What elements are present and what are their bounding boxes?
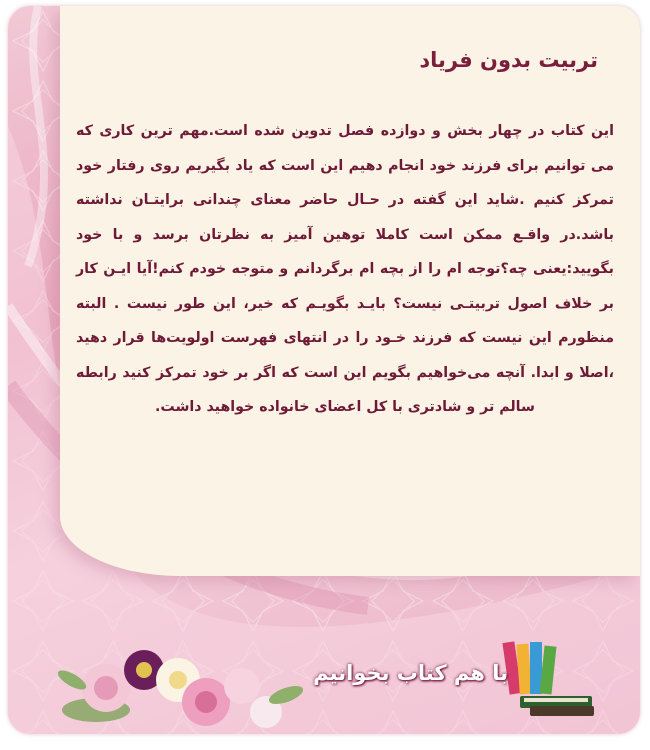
footer-label: با هم کتاب بخوانیم	[313, 661, 508, 685]
books-icon	[500, 636, 600, 718]
book-description: این کتاب در چهار بخش و دوازده فصل تدوین شده است.مهم ترین کاری که می توانیم برای فرزند خود انجام دهیم این است که یاد بگیریم روی رفتار خود تمرکز کنیم .شاید این گفته در حـال حاضر معنای چندانی برایتـان نداشته باشد.در واقـع ممکن است کاملا توهین آمیز به نظرتان برسد و با خود بگویید:یعنی چه؟توجه ام را از بچه ام برگردانم و متوجه خودم کنم!آیا ایـن کار بر خلاف اصول تربیتـی نیست؟ بایـد بگویـم که خیر، این طور نیست . البته منظورم این نیست که فرزند خـود را در انتهای فهرست اولویت‌ها قرار دهید ،اصلا و ابدا. آنچه می‌خواهیم بگویم این است که اگر بر خود تمرکز کنید رابطه سالم تر و شادتری با کل اعضای خانواده خواهید داشت.	[76, 123, 614, 415]
page-title: تربیت بدون فریاد	[419, 48, 598, 72]
flowers-icon	[56, 640, 316, 730]
